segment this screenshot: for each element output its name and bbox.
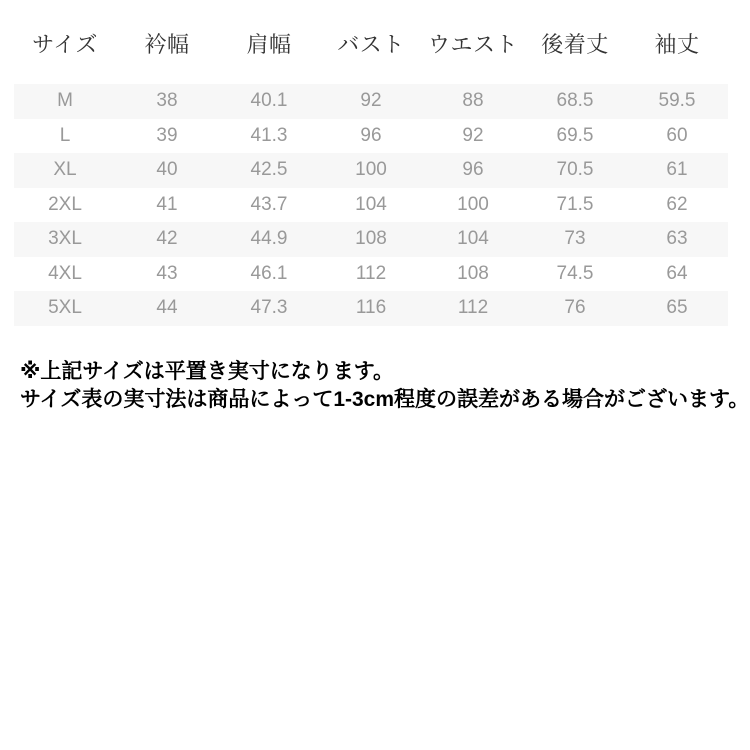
value-cell: 116 (355, 297, 387, 319)
value-cell: 96 (462, 159, 484, 181)
size-cell: 4XL (48, 262, 82, 284)
value-cell: 43 (156, 262, 178, 284)
value-cell: 60 (666, 124, 688, 146)
value-cell: 100 (457, 193, 489, 215)
value-cell: 41.3 (250, 124, 288, 146)
value-cell: 112 (355, 262, 387, 284)
value-cell: 42.5 (250, 159, 288, 181)
value-cell: 108 (355, 228, 387, 250)
value-cell: 43.7 (250, 193, 288, 215)
value-cell: 73 (564, 228, 586, 250)
header-sleeve-length: 袖丈 (654, 31, 700, 57)
header-bust: バスト (337, 31, 405, 57)
header-size: サイズ (32, 31, 98, 57)
size-cell: XL (53, 159, 77, 181)
value-cell: 100 (355, 159, 387, 181)
value-cell: 104 (355, 193, 387, 215)
value-cell: 65 (666, 297, 688, 319)
value-cell: 47.3 (250, 297, 288, 319)
value-cell: 69.5 (556, 124, 594, 146)
value-cell: 39 (156, 124, 178, 146)
size-cell: 2XL (48, 193, 82, 215)
table-body (14, 84, 728, 326)
table-row-3xl (14, 222, 728, 257)
table-header-row (14, 26, 728, 60)
value-cell: 71.5 (556, 193, 594, 215)
value-cell: 70.5 (556, 159, 594, 181)
value-cell: 74.5 (556, 262, 594, 284)
size-table (14, 26, 728, 326)
value-cell: 40 (156, 159, 178, 181)
size-cell: M (57, 90, 73, 112)
value-cell: 41 (156, 193, 178, 215)
value-cell: 44.9 (250, 228, 288, 250)
table-row-2xl (14, 188, 728, 223)
table-row-l (14, 119, 728, 154)
value-cell: 61 (666, 159, 688, 181)
table-row-4xl (14, 257, 728, 292)
size-cell: 3XL (48, 228, 82, 250)
size-cell: L (59, 124, 71, 146)
table-row-xl (14, 153, 728, 188)
value-cell: 112 (457, 297, 489, 319)
value-cell: 104 (457, 228, 489, 250)
table-row-5xl (14, 291, 728, 326)
value-cell: 64 (666, 262, 688, 284)
value-cell: 46.1 (250, 262, 288, 284)
header-waist: ウエスト (427, 31, 518, 57)
value-cell: 44 (156, 297, 178, 319)
value-cell: 68.5 (556, 90, 594, 112)
size-cell: 5XL (48, 297, 82, 319)
header-shoulder-width: 肩幅 (246, 31, 292, 57)
header-back-length: 後着丈 (541, 31, 609, 57)
value-cell: 63 (666, 228, 688, 250)
value-cell: 59.5 (658, 90, 696, 112)
value-cell: 38 (156, 90, 178, 112)
value-cell: 62 (666, 193, 688, 215)
value-cell: 92 (462, 124, 484, 146)
value-cell: 92 (360, 90, 382, 112)
value-cell: 96 (360, 124, 382, 146)
table-row-m (14, 84, 728, 119)
note-line-1: ※上記サイズは平置き実寸になります。 (20, 360, 395, 383)
size-notes (20, 358, 750, 414)
value-cell: 108 (457, 262, 489, 284)
value-cell: 42 (156, 228, 178, 250)
note-line-2: サイズ表の実寸法は商品によって1-3cm程度の誤差がある場合がございます。 (20, 388, 750, 411)
value-cell: 88 (462, 90, 484, 112)
value-cell: 76 (564, 297, 586, 319)
header-collar-width: 衿幅 (144, 31, 190, 57)
value-cell: 40.1 (250, 90, 288, 112)
